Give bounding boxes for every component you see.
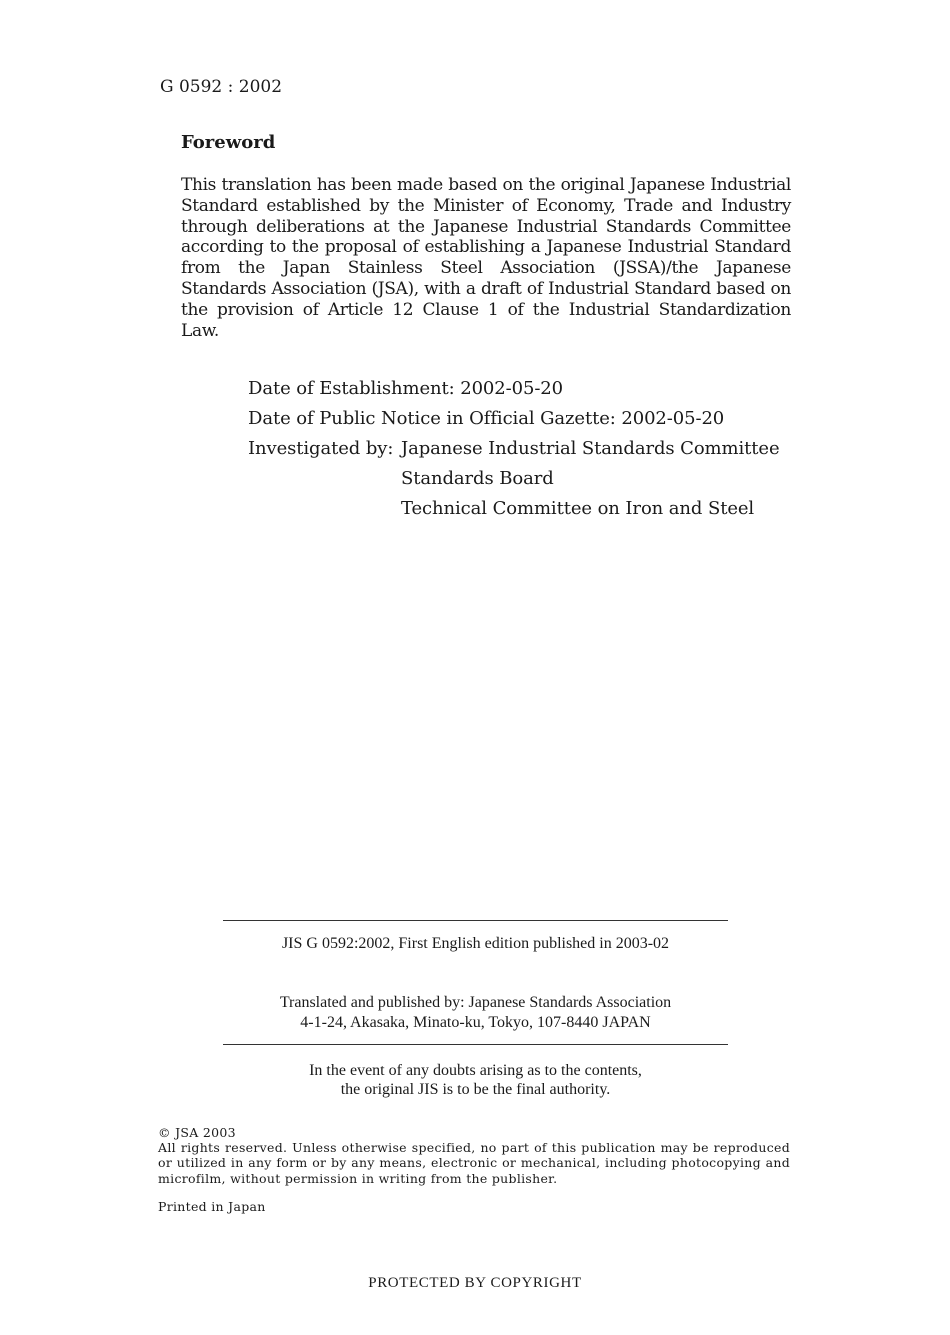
investigator-committee: Japanese Industrial Standards Committee <box>401 438 780 459</box>
document-code: G 0592 : 2002 <box>160 77 283 97</box>
translated-by-line: Translated and published by: Japanese Standards Association <box>279 994 672 1011</box>
rule-bottom <box>223 1044 728 1045</box>
investigator-board: Standards Board <box>401 468 554 489</box>
investigator-technical-committee: Technical Committee on Iron and Steel <box>401 498 755 519</box>
protected-by-copyright: PROTECTED BY COPYRIGHT <box>368 1275 582 1291</box>
foreword-title: Foreword <box>181 132 276 153</box>
rule-top <box>223 920 728 921</box>
authority-line-1: In the event of any doubts arising as to the contents, <box>309 1062 642 1079</box>
printed-in: Printed in Japan <box>158 1199 266 1214</box>
date-of-establishment: Date of Establishment: 2002-05-20 <box>248 378 564 399</box>
copyright-block <box>158 1125 790 1186</box>
authority-line-2: the original JIS is to be the final authority. <box>340 1081 611 1098</box>
edition-line: JIS G 0592:2002, First English edition published in 2003-02 <box>281 935 670 952</box>
foreword-body: This translation has been made based on the original Japanese Industrial Standard established by the Minister of Economy, Trade and Industry through deliberations at the Japanese Industrial Standards Committee according to the proposal of establishing a Japanese Industrial Standard from the Japan Stainless Steel Association (JSSA)/the Japanese Standards Association (JSA), with a draft of Industrial Standard based on the provision of Article 12 Clause 1 of the Industrial Standardization Law. <box>181 175 791 341</box>
rights-statement: All rights reserved. Unless otherwise specified, no part of this publication may be reproduced or utilized in any form or by any means, electronic or mechanical, including photocopying and microfilm, without permission in writing from the publisher. <box>158 1140 790 1186</box>
investigated-by-label: Investigated by: <box>248 438 394 459</box>
address-line: 4-1-24, Akasaka, Minato-ku, Tokyo, 107-8440 JAPAN <box>300 1014 651 1031</box>
copyright-notice: © JSA 2003 <box>158 1125 236 1140</box>
date-of-public-notice: Date of Public Notice in Official Gazette: 2002-05-20 <box>248 408 725 429</box>
